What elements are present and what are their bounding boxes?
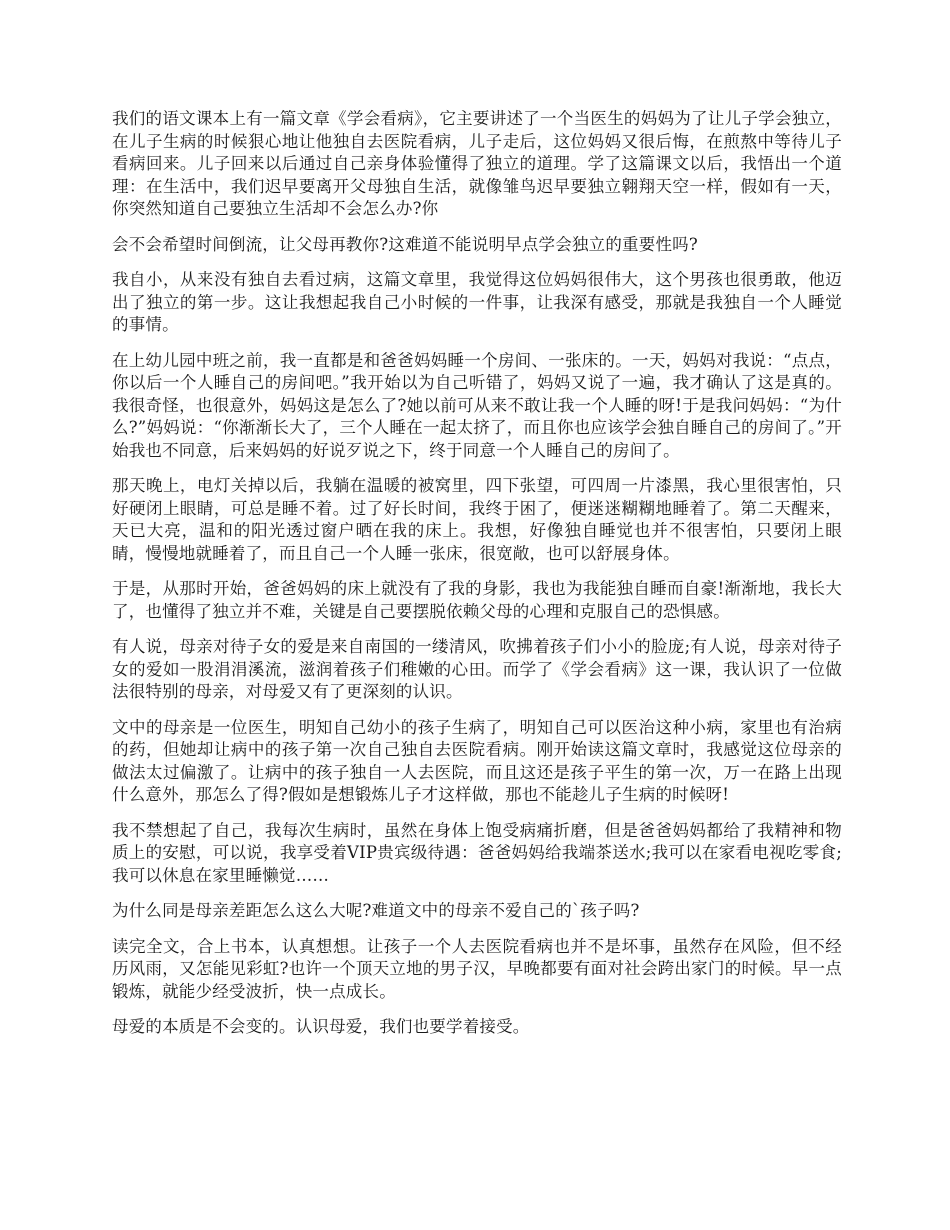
paragraph-6: 于是，从那时开始，爸爸妈妈的床上就没有了我的身影，我也为我能独自睡而自豪!渐渐地，我长大了，也懂得了独立并不难，关键是自己要摆脱依赖父母的心理和克服自己的恐惧感。 — [112, 579, 842, 621]
paragraph-8: 文中的母亲是一位医生，明知自己幼小的孩子生病了，明知自己可以医治这种小病，家里也有治病的药，但她却让病中的孩子第一次自己独自去医院看病。刚开始读这篇文章时，我感觉这位母亲的做法太过偏激了。让病中的孩子独自一人去医院，而且这还是孩子平生的第一次，万一在路上出现什么意外，那怎么了得?假如是想锻炼儿子才这样做，那也不能趁儿子生病的时候呀! — [112, 717, 842, 804]
paragraph-4: 在上幼儿园中班之前，我一直都是和爸爸妈妈睡一个房间、一张床的。一天，妈妈对我说：“点点，你以后一个人睡自己的房间吧。”我开始以为自己听错了，妈妈又说了一遍，我才确认了这是真的。我很奇怪，也很意外，妈妈这是怎么了?她以前可从来不敢让我一个人睡的呀!于是我问妈妈：“为什么?”妈妈说：“你渐渐长大了，三个人睡在一起太挤了，而且你也应该学会独自睡自己的房间了。”开始我也不同意，后来妈妈的好说歹说之下，终于同意一个人睡自己的房间了。 — [112, 350, 842, 460]
paragraph-5: 那天晚上，电灯关掉以后，我躺在温暖的被窝里，四下张望，可四周一片漆黑，我心里很害怕，只好硬闭上眼睛，可总是睡不着。过了好长时间，我终于困了，便迷迷糊糊地睡着了。第二天醒来，天已大亮，温和的阳光透过窗户晒在我的床上。我想，好像独自睡觉也并不很害怕，只要闭上眼睛，慢慢地就睡着了，而且自己一个人睡一张床，很宽敞，也可以舒展身体。 — [112, 476, 842, 563]
document-body — [112, 108, 842, 1052]
paragraph-7: 有人说，母亲对待子女的爱是来自南国的一缕清风，吹拂着孩子们小小的脸庞;有人说，母亲对待子女的爱如一股涓涓溪流，滋润着孩子们稚嫩的心田。而学了《学会看病》这一课，我认识了一位做法很特别的母亲，对母爱又有了更深刻的认识。 — [112, 637, 842, 701]
paragraph-12: 母爱的本质是不会变的。认识母爱，我们也要学着接受。 — [112, 1017, 530, 1036]
paragraph-1: 我们的语文课本上有一篇文章《学会看病》，它主要讲述了一个当医生的妈妈为了让儿子学会独立，在儿子生病的时候狠心地让他独自去医院看病，儿子走后，这位妈妈又很后悔，在煎熬中等待儿子看病回来。儿子回来以后通过自己亲身体验懂得了独立的道理。学了这篇课文以后，我悟出一个道理：在生活中，我们迟早要离开父母独自生活，就像雏鸟迟早要独立翱翔天空一样，假如有一天，你突然知道自己要独立生活却不会怎么办?你 — [112, 109, 842, 218]
paragraph-3: 我自小，从来没有独自去看过病，这篇文章里，我觉得这位妈妈很伟大，这个男孩也很勇敢，他迈出了独立的第一步。这让我想起我自己小时候的一件事，让我深有感受，那就是我独自一个人睡觉的事情。 — [112, 270, 842, 334]
paragraph-2: 会不会希望时间倒流，让父母再教你?这难道不能说明早点学会独立的重要性吗? — [112, 234, 698, 254]
paragraph-10: 为什么同是母亲差距怎么这么大呢?难道文中的母亲不爱自己的`孩子吗? — [112, 901, 640, 920]
paragraph-11: 读完全文，合上书本，认真想想。让孩子一个人去医院看病也并不是坏事，虽然存在风险，但不经历风雨，又怎能见彩虹?也许一个顶天立地的男子汉，早晚都要有面对社会跨出家门的时候。早一点锻炼，就能少经受波折，快一点成长。 — [112, 936, 842, 1001]
paragraph-9: 我不禁想起了自己，我每次生病时，虽然在身体上饱受病痛折磨，但是爸爸妈妈都给了我精神和物质上的安慰，可以说，我享受着VIP贵宾级待遇：爸爸妈妈给我端茶送水;我可以在家看电视吃零食;我可以休息在家里睡懒觉…… — [112, 820, 842, 885]
